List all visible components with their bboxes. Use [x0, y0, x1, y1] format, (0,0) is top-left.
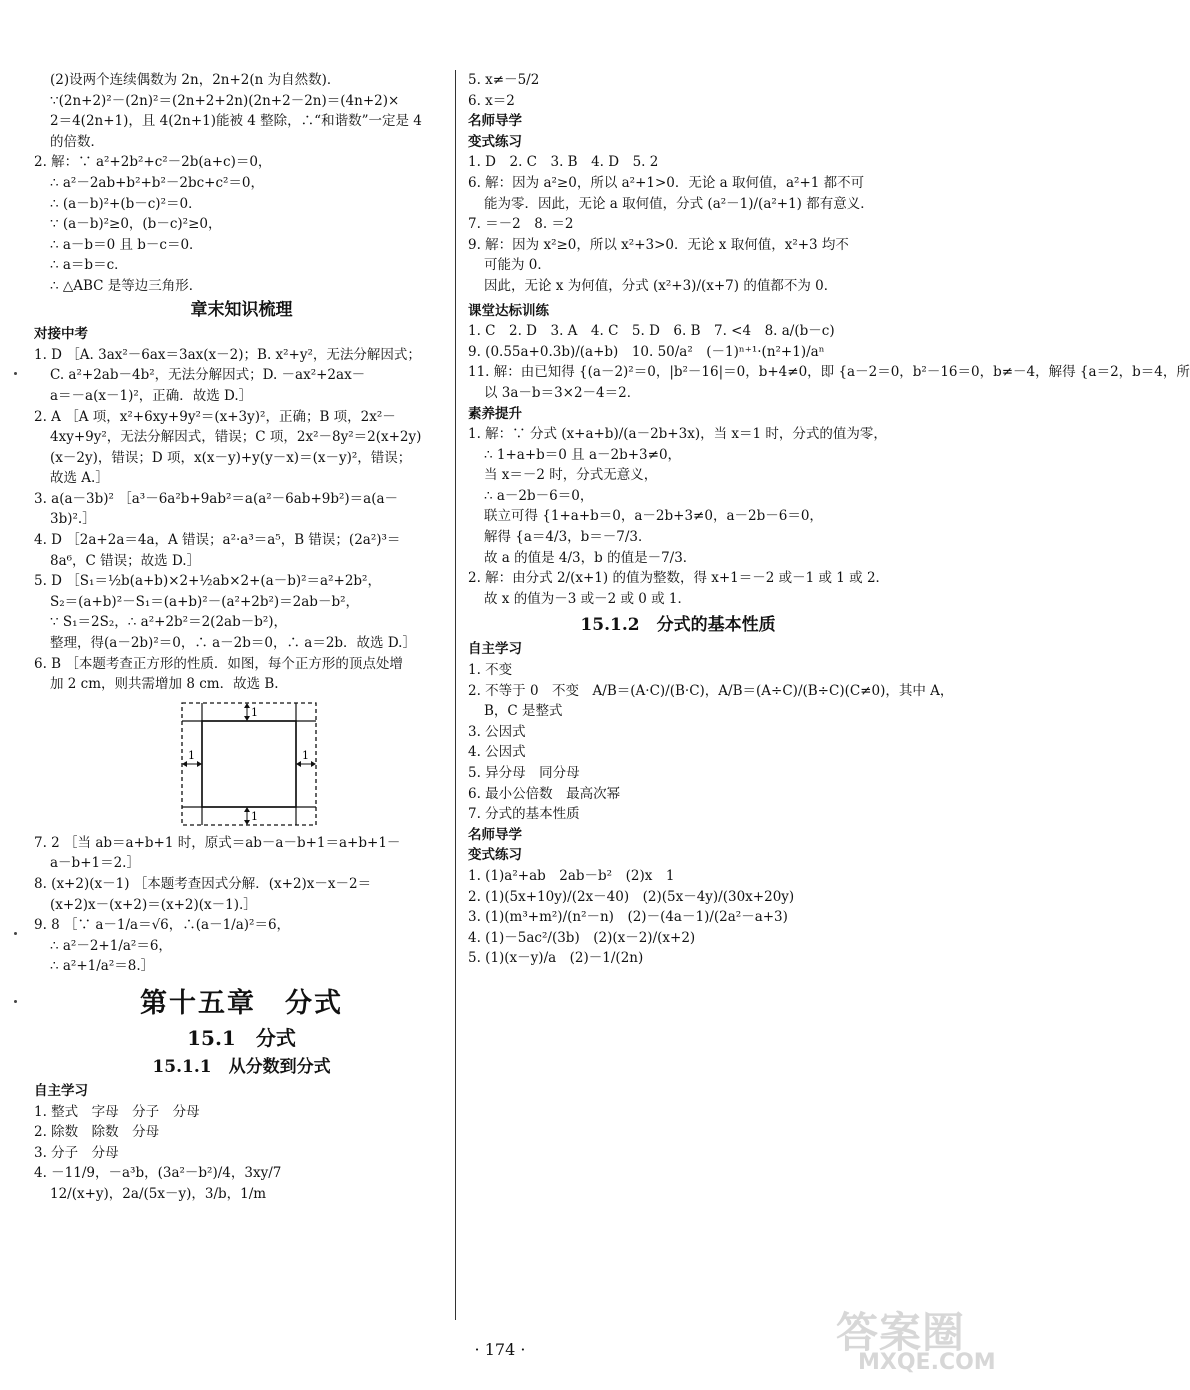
left-column: [34, 70, 449, 1205]
answer-line: 1. (1)a²+ab 2ab－b² (2)x 1: [468, 867, 675, 884]
self-study-answers-continued: [468, 70, 888, 111]
subsection-title-2: 15.1.2 分式的基本性质: [580, 615, 776, 636]
literacy-label: 素养提升: [468, 405, 522, 422]
answer-line: (x－2y)，错误；D 项，x(x－y)+y(y－x)＝(x－y)²，错误；: [50, 449, 412, 466]
answer-line: 联立可得 {1+a+b＝0，a－2b+3≠0，a－2b－6＝0，: [484, 508, 823, 525]
figure-label-top: 1: [251, 705, 258, 719]
answer-line: 8a⁶，C 错误；故选 D.］: [50, 552, 201, 569]
answer-line: 11. 解：由已知得 {(a－2)²＝0，|b²－16|＝0，b+4≠0，即 {a－2＝0，b²－16＝0，b≠－4，解得 {a＝2，b＝4，所: [468, 364, 1190, 381]
answer-line: ∵ S₁＝2S₂，∴ a²+2b²＝2(2ab－b²)，: [50, 614, 288, 631]
answer-line: 4. (1)－5ac²/(3b) (2)(x－2)/(x+2): [468, 929, 696, 946]
answer-line: 2. 解：∵ a²+2b²+c²－2b(a+c)＝0，: [34, 154, 272, 171]
answer-line: 的倍数．: [50, 133, 104, 150]
answer-line: 1. D 2. C 3. B 4. D 5. 2: [468, 154, 659, 171]
answer-line: 加 2 cm，则共需增加 8 cm．故选 B.: [50, 676, 279, 693]
answer-line: 9. 8 ［∵ a－1/a＝√6，∴(a－1/a)²＝6，: [34, 917, 291, 934]
page-number: · 174 ·: [474, 1340, 526, 1359]
answer-line: 6. 最小公倍数 最高次幂: [468, 785, 621, 802]
answer-line: 以 3a－b＝3×2－4＝2．: [484, 384, 641, 401]
answer-line: C. a²+2ab－4b²，无法分解因式；D. －ax²+2ax－: [50, 367, 366, 384]
answer-line: ∴ 1+a+b＝0 且 a－2b+3≠0，: [484, 446, 682, 463]
literacy-answers: [468, 424, 888, 609]
variant-practice-label: 变式练习: [468, 133, 522, 150]
answer-line: 2. 解：由分式 2/(x+1) 的值为整数，得 x+1＝－2 或－1 或 1 或 2．: [468, 570, 890, 587]
answer-line: 故 a 的值是 4/3，b 的值是－7/3．: [484, 549, 697, 566]
answer-line: ∴ a＝b＝c．: [50, 257, 128, 274]
answer-line: 4. －11/9，－a³b，(3a²－b²)/4，3xy/7: [34, 1165, 282, 1182]
subsection-title: 15.1.1 从分数到分式: [152, 1056, 331, 1077]
square-figure: [180, 701, 330, 829]
self-study-answers: [34, 1102, 449, 1205]
figure-label-left: 1: [188, 748, 195, 762]
answer-line: 5. (1)(x－y)/a (2)－1/(2n): [468, 950, 644, 967]
variant-practice-answers-2: [468, 866, 888, 969]
answer-line: 1. D ［A. 3ax²－6ax＝3ax(x－2)；B. x²+y²，无法分解因式；: [34, 346, 421, 363]
teacher-guide-label: 名师导学: [468, 113, 522, 130]
answer-line: B，C 是整式: [484, 703, 563, 720]
answer-line: ∴ a－2b－6＝0，: [484, 487, 594, 504]
margin-mark: [14, 372, 17, 375]
class-training-answers: [468, 321, 1190, 403]
answer-line: 6. B ［本题考查正方形的性质．如图，每个正方形的顶点处增: [34, 655, 403, 672]
answer-line: 因此，无论 x 为何值，分式 (x²+3)/(x+7) 的值都不为 0．: [484, 277, 838, 294]
answer-line: 能为零．因此，无论 a 取何值，分式 (a²－1)/(a²+1) 都有意义．: [484, 195, 874, 212]
exam-answers-continued: [34, 833, 449, 977]
answer-line: 5. D ［S₁＝½b(a+b)×2+½ab×2+(a－b)²＝a²+2b²，: [34, 573, 381, 590]
proof-continuation: [34, 70, 449, 297]
answer-line: 故选 A.］: [50, 470, 109, 487]
teacher-guide-label-2: 名师导学: [468, 826, 522, 843]
answer-line: a＝－a(x－1)²，正确．故选 D.］: [50, 387, 253, 404]
answer-line: 4. 公因式: [468, 744, 526, 761]
answer-line: 5. x≠－5/2: [468, 72, 540, 88]
answer-line: 3b)².］: [50, 511, 96, 528]
watermark-text: 答案圈: [836, 1308, 966, 1357]
answer-line: 3. (1)(m³+m²)/(n²－n) (2)－(4a－1)/(2a²－a+3): [468, 909, 788, 926]
self-study-answers-2: [468, 660, 954, 825]
answer-line: 2. A ［A 项，x²+6xy+9y²＝(x+3y)²，正确；B 项，2x²－: [34, 408, 396, 425]
answer-line: 2. (1)(5x+10y)/(2x－40) (2)(5x－4y)/(30x+20y): [468, 888, 795, 905]
answer-line: ∴ (a－b)²+(b－c)²＝0．: [50, 195, 202, 212]
variant-practice-label-2: 变式练习: [468, 847, 522, 864]
answer-line: 4. D ［2a+2a＝4a，A 错误；a²·a³＝a⁵，B 错误；(2a²)³＝: [34, 532, 401, 549]
margin-mark: [14, 932, 17, 935]
watermark-url: MXQE.COM: [858, 1350, 996, 1375]
answer-line: 5. 异分母 同分母: [468, 765, 580, 781]
answer-line: 2. 不等于 0 不变 A/B＝(A·C)/(B·C)，A/B＝(A÷C)/(B÷C)(C≠0)，其中 A，: [468, 682, 954, 699]
answer-line: 2＝4(2n+1)，且 4(2n+1)能被 4 整除，∴“和谐数”一定是 4: [50, 113, 422, 130]
answer-line: 3. 分子 分母: [34, 1144, 119, 1161]
answer-line: 3. a(a－3b)² ［a³－6a²b+9ab²＝a(a²－6ab+9b²)＝a(a－: [34, 490, 399, 507]
answer-line: 6. 解：因为 a²≥0，所以 a²+1>0．无论 a 取何值，a²+1 都不可: [468, 174, 865, 191]
answer-line: 9. 解：因为 x²≥0，所以 x²+3>0．无论 x 取何值，x²+3 均不: [468, 236, 849, 253]
answer-line: 9. (0.55a+0.3b)/(a+b) 10. 50/a² (－1)ⁿ⁺¹·(n²+1)/aⁿ: [468, 343, 825, 360]
answer-line: ∵ (a－b)²≥0，(b－c)²≥0，: [50, 216, 222, 233]
answer-line: 3. 公因式: [468, 723, 526, 740]
answer-line: ∴ a²+1/a²＝8.］: [50, 958, 155, 975]
section-title: 15.1 分式: [187, 1025, 296, 1050]
answer-line: 整理，得(a－2b)²＝0，∴ a－2b＝0，∴ a＝2b．故选 D.］: [50, 635, 416, 652]
chapter-title: 第十五章 分式: [140, 987, 343, 1019]
answer-line: S₂＝(a+b)²－S₁＝(a+b)²－(a²+2b²)＝2ab－b²，: [50, 593, 359, 610]
answer-line: a－b+1＝2.］: [50, 855, 140, 872]
variant-practice-answers: [468, 152, 888, 296]
chapter-review-heading: 章末知识梳理: [190, 299, 293, 320]
answer-line: 7. 分式的基本性质: [468, 806, 580, 823]
self-study-label: 自主学习: [34, 1082, 88, 1099]
answer-line: (2)设两个连续偶数为 2n，2n+2(n 为自然数)．: [50, 72, 341, 88]
margin-mark: [14, 1000, 17, 1003]
class-training-label: 课堂达标训练: [468, 302, 549, 319]
figure-label-right: 1: [302, 748, 309, 762]
answer-line: 7. ＝－2 8. ＝2: [468, 216, 574, 233]
answer-line: 2. 除数 除数 分母: [34, 1124, 160, 1141]
answer-line: 4xy+9y²，无法分解因式，错误；C 项，2x²－8y²＝2(x+2y): [50, 429, 422, 446]
answer-line: 1. C 2. D 3. A 4. C 5. D 6. B 7. <4 8. a/(b－c): [468, 323, 835, 340]
inner-square: [202, 721, 296, 807]
answer-line: ∴ a－b＝0 且 b－c＝0．: [50, 236, 203, 253]
answer-line: ∵(2n+2)²－(2n)²＝(2n+2+2n)(2n+2－2n)＝(4n+2)×: [50, 92, 400, 109]
answer-line: 12/(x+y)，2a/(5x－y)，3/b，1/m: [50, 1185, 267, 1202]
answer-line: 1. 解：∵ 分式 (x+a+b)/(a－2b+3x)，当 x＝1 时，分式的值为零，: [468, 426, 887, 443]
answer-line: 6. x＝2: [468, 92, 515, 109]
watermark-logo: [836, 1300, 996, 1382]
answer-line: 故 x 的值为－3 或－2 或 0 或 1．: [484, 590, 692, 607]
answer-line: 7. 2 ［当 ab＝a+b+1 时，原式＝ab－a－b+1＝a+b+1－: [34, 834, 401, 851]
answer-line: 8. (x+2)(x－1) ［本题考查因式分解．(x+2)x－x－2＝: [34, 876, 372, 892]
answer-line: (x+2)x－(x+2)＝(x+2)(x－1).］: [50, 896, 257, 913]
column-divider: [455, 70, 456, 1320]
answer-line: ∴ a²－2+1/a²＝6，: [50, 937, 172, 954]
answer-line: 当 x＝－2 时，分式无意义，: [484, 467, 658, 484]
answer-line: ∴ △ABC 是等边三角形．: [50, 277, 203, 294]
exam-answers: [34, 345, 449, 695]
exam-section-label: 对接中考: [34, 326, 88, 343]
answer-line: 解得 {a＝4/3，b＝－7/3．: [484, 529, 652, 546]
figure-label-bottom: 1: [251, 809, 258, 823]
right-column: [468, 70, 1190, 969]
self-study-label-2: 自主学习: [468, 641, 522, 658]
answer-line: 可能为 0．: [484, 257, 551, 274]
answer-line: ∴ a²－2ab+b²+b²－2bc+c²＝0，: [50, 174, 265, 191]
answer-line: 1. 不变: [468, 662, 513, 679]
square-figure-svg: [180, 701, 330, 829]
answer-line: 1. 整式 字母 分子 分母: [34, 1103, 200, 1120]
